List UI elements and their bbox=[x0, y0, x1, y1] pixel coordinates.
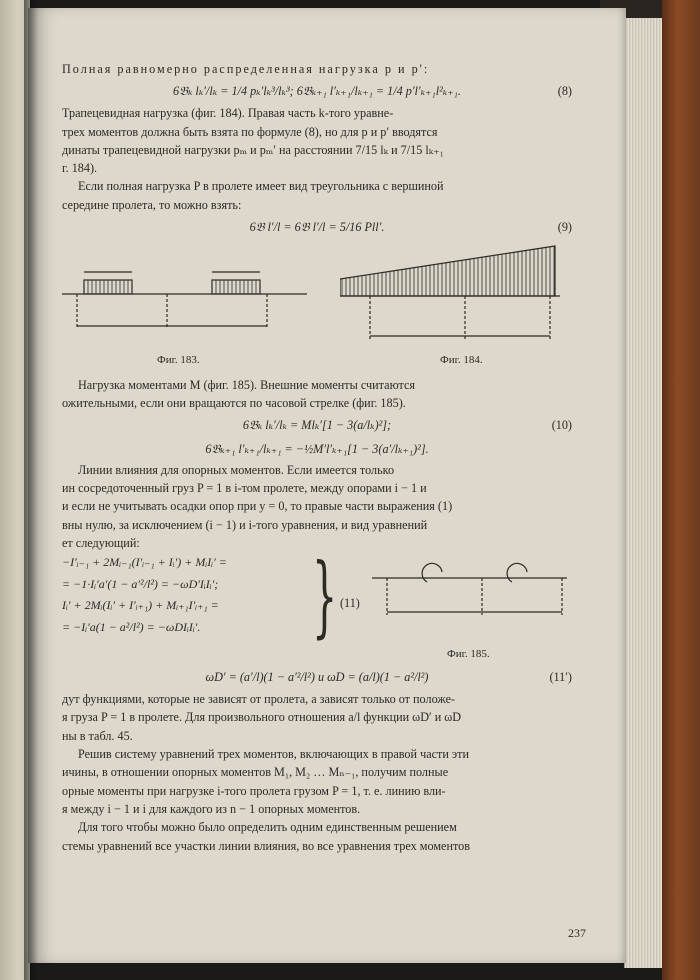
moment-line-1: Нагрузка моментами M (фиг. 185). Внешние моменты считаются bbox=[78, 378, 415, 393]
formula-9 bbox=[62, 214, 572, 240]
solution-line-3: орные моменты при нагрузке i-того пролета грузом P = 1, т. е. линию вли- bbox=[62, 783, 446, 798]
system-line-4: = −Iᵢ′a(1 − a²/l²) = −ωDIᵢIᵢ′. bbox=[62, 619, 201, 634]
functions-line-2: я груза P = 1 в пролете. Для произвольного отношения a/l функции ωD′ и ωD bbox=[62, 710, 462, 725]
solution-line-4: я между i − 1 и i для каждого из n − 1 опорных моментов. bbox=[62, 801, 361, 816]
formula-8 bbox=[62, 78, 572, 104]
last-line-1: Для того чтобы можно было определить одним единственным решением bbox=[78, 820, 457, 835]
formula-11p-text: ωD′ = (a′/l)(1 − a′²/l²) и ωD = (a/l)(1 − a²/l²) bbox=[205, 670, 429, 684]
formula-11p bbox=[62, 664, 572, 690]
formula-9-text: 6𝔅 l′/l = 6𝔅 l′/l = 5/16 Pll′. bbox=[249, 219, 385, 234]
system-line-3: Iᵢ′ + 2Mᵢ(Iᵢ′ + I′ᵢ₊₁) + Mᵢ₊₁I′ᵢ₊₁ = bbox=[62, 598, 219, 613]
formula-10a bbox=[62, 413, 572, 437]
formula-10a-text: 6𝔅ₖ lₖ′/lₖ = Mlₖ′[1 − 3(a/lₖ)²]; bbox=[242, 417, 392, 432]
figure-184-caption: Фиг. 184. bbox=[440, 354, 483, 367]
system-line-2: = −1·Iᵢ′a′(1 − a′²/l²) = −ωD′IᵢIᵢ′; bbox=[62, 576, 219, 591]
influence-line-5: ет следующий: bbox=[62, 535, 140, 550]
figure-183-caption: Фиг. 183. bbox=[157, 354, 200, 367]
trapezoid-line-4: г. 184). bbox=[62, 161, 98, 176]
book-page bbox=[28, 8, 626, 963]
influence-line-3: и если не учитывать осадки опор при y = 0, то правые части выражения (1) bbox=[62, 499, 453, 514]
functions-line-3: ны в табл. 45. bbox=[62, 728, 133, 743]
system-line-1: −I′ᵢ₋₁ + 2Mᵢ₋₁(I′ᵢ₋₁ + Iᵢ′) + MᵢIᵢ′ = bbox=[62, 555, 227, 570]
formula-8-text: 6𝔅ₖ lₖ′/lₖ = 1/4 pₖ′lₖ³/lₖ³; 6𝔅ₖ₊₁ l′ₖ₊₁/lₖ₊₁ = 1/4 p′l′ₖ₊₁l²ₖ₊₁. bbox=[173, 84, 461, 99]
figures-183-184 bbox=[62, 244, 572, 374]
equation-system-11 bbox=[62, 544, 572, 664]
solution-line-2: ичины, в отношении опорных моментов M₁, M₂ … Mₙ₋₁, получим полные bbox=[62, 765, 449, 780]
system-brace: } bbox=[312, 544, 338, 648]
eq-number-10: (10) bbox=[551, 417, 572, 432]
eq-number-11: (11) bbox=[340, 596, 360, 611]
page-content bbox=[62, 60, 572, 855]
influence-line-2: ин сосредоточенный груз P = 1 в i-том пролете, между опорами i − 1 и bbox=[62, 480, 427, 495]
last-line-2: стемы уравнений все участки линии влияния, во все уравнения трех моментов bbox=[62, 838, 470, 853]
trapezoid-line-3: динаты трапецевидной нагрузки pₘ и pₘ′ на расстоянии 7/15 lₖ и 7/15 lₖ₊₁ bbox=[62, 142, 444, 157]
trapezoid-line-5: Если полная нагрузка P в пролете имеет вид треугольника с вершиной bbox=[78, 179, 444, 194]
page-number: 237 bbox=[568, 926, 586, 940]
eq-number-9: (9) bbox=[557, 219, 572, 234]
trapezoid-line-2: трех моментов должна быть взята по формуле (8), но для p и p′ вводятся bbox=[62, 124, 438, 139]
moment-line-2: ожительными, если они вращаются по часовой стрелке (фиг. 185). bbox=[62, 396, 406, 411]
book-cover-spine bbox=[662, 0, 700, 980]
figure-185-diagram bbox=[372, 560, 572, 640]
influence-line-1: Линии влияния для опорных моментов. Если имеется только bbox=[78, 462, 395, 477]
figure-183-diagram bbox=[62, 244, 312, 354]
influence-line-4: вны нулю, за исключением (i − 1) и i-того уравнения, и вид уравнений bbox=[62, 517, 428, 532]
heading-uniform-load: Полная равномерно распределенная нагрузка p и p': bbox=[62, 62, 430, 76]
figure-184-diagram bbox=[340, 244, 570, 354]
system-lines bbox=[62, 552, 317, 638]
trapezoid-line-1: Трапецевидная нагрузка (фиг. 184). Правая часть k-того уравне- bbox=[62, 106, 394, 121]
page-block-edges bbox=[624, 18, 665, 968]
book-gutter-shadow bbox=[24, 0, 38, 980]
formula-10b bbox=[62, 437, 572, 461]
functions-line-1: дут функциями, которые не зависят от пролета, а зависят только от положе- bbox=[62, 692, 456, 707]
figure-185-caption: Фиг. 185. bbox=[447, 648, 490, 661]
eq-number-8: (8) bbox=[557, 84, 572, 99]
trapezoid-line-6: середине пролета, то можно взять: bbox=[62, 197, 242, 212]
eq-number-11p: (11′) bbox=[549, 670, 572, 685]
solution-line-1: Решив систему уравнений трех моментов, включающих в правой части эти bbox=[78, 747, 470, 762]
formula-10b-text: 6𝔅ₖ₊₁ l′ₖ₊₁/lₖ₊₁ = −½M′l′ₖ₊₁[1 − 3(a′/lₖ₊₁)²]. bbox=[205, 441, 429, 456]
